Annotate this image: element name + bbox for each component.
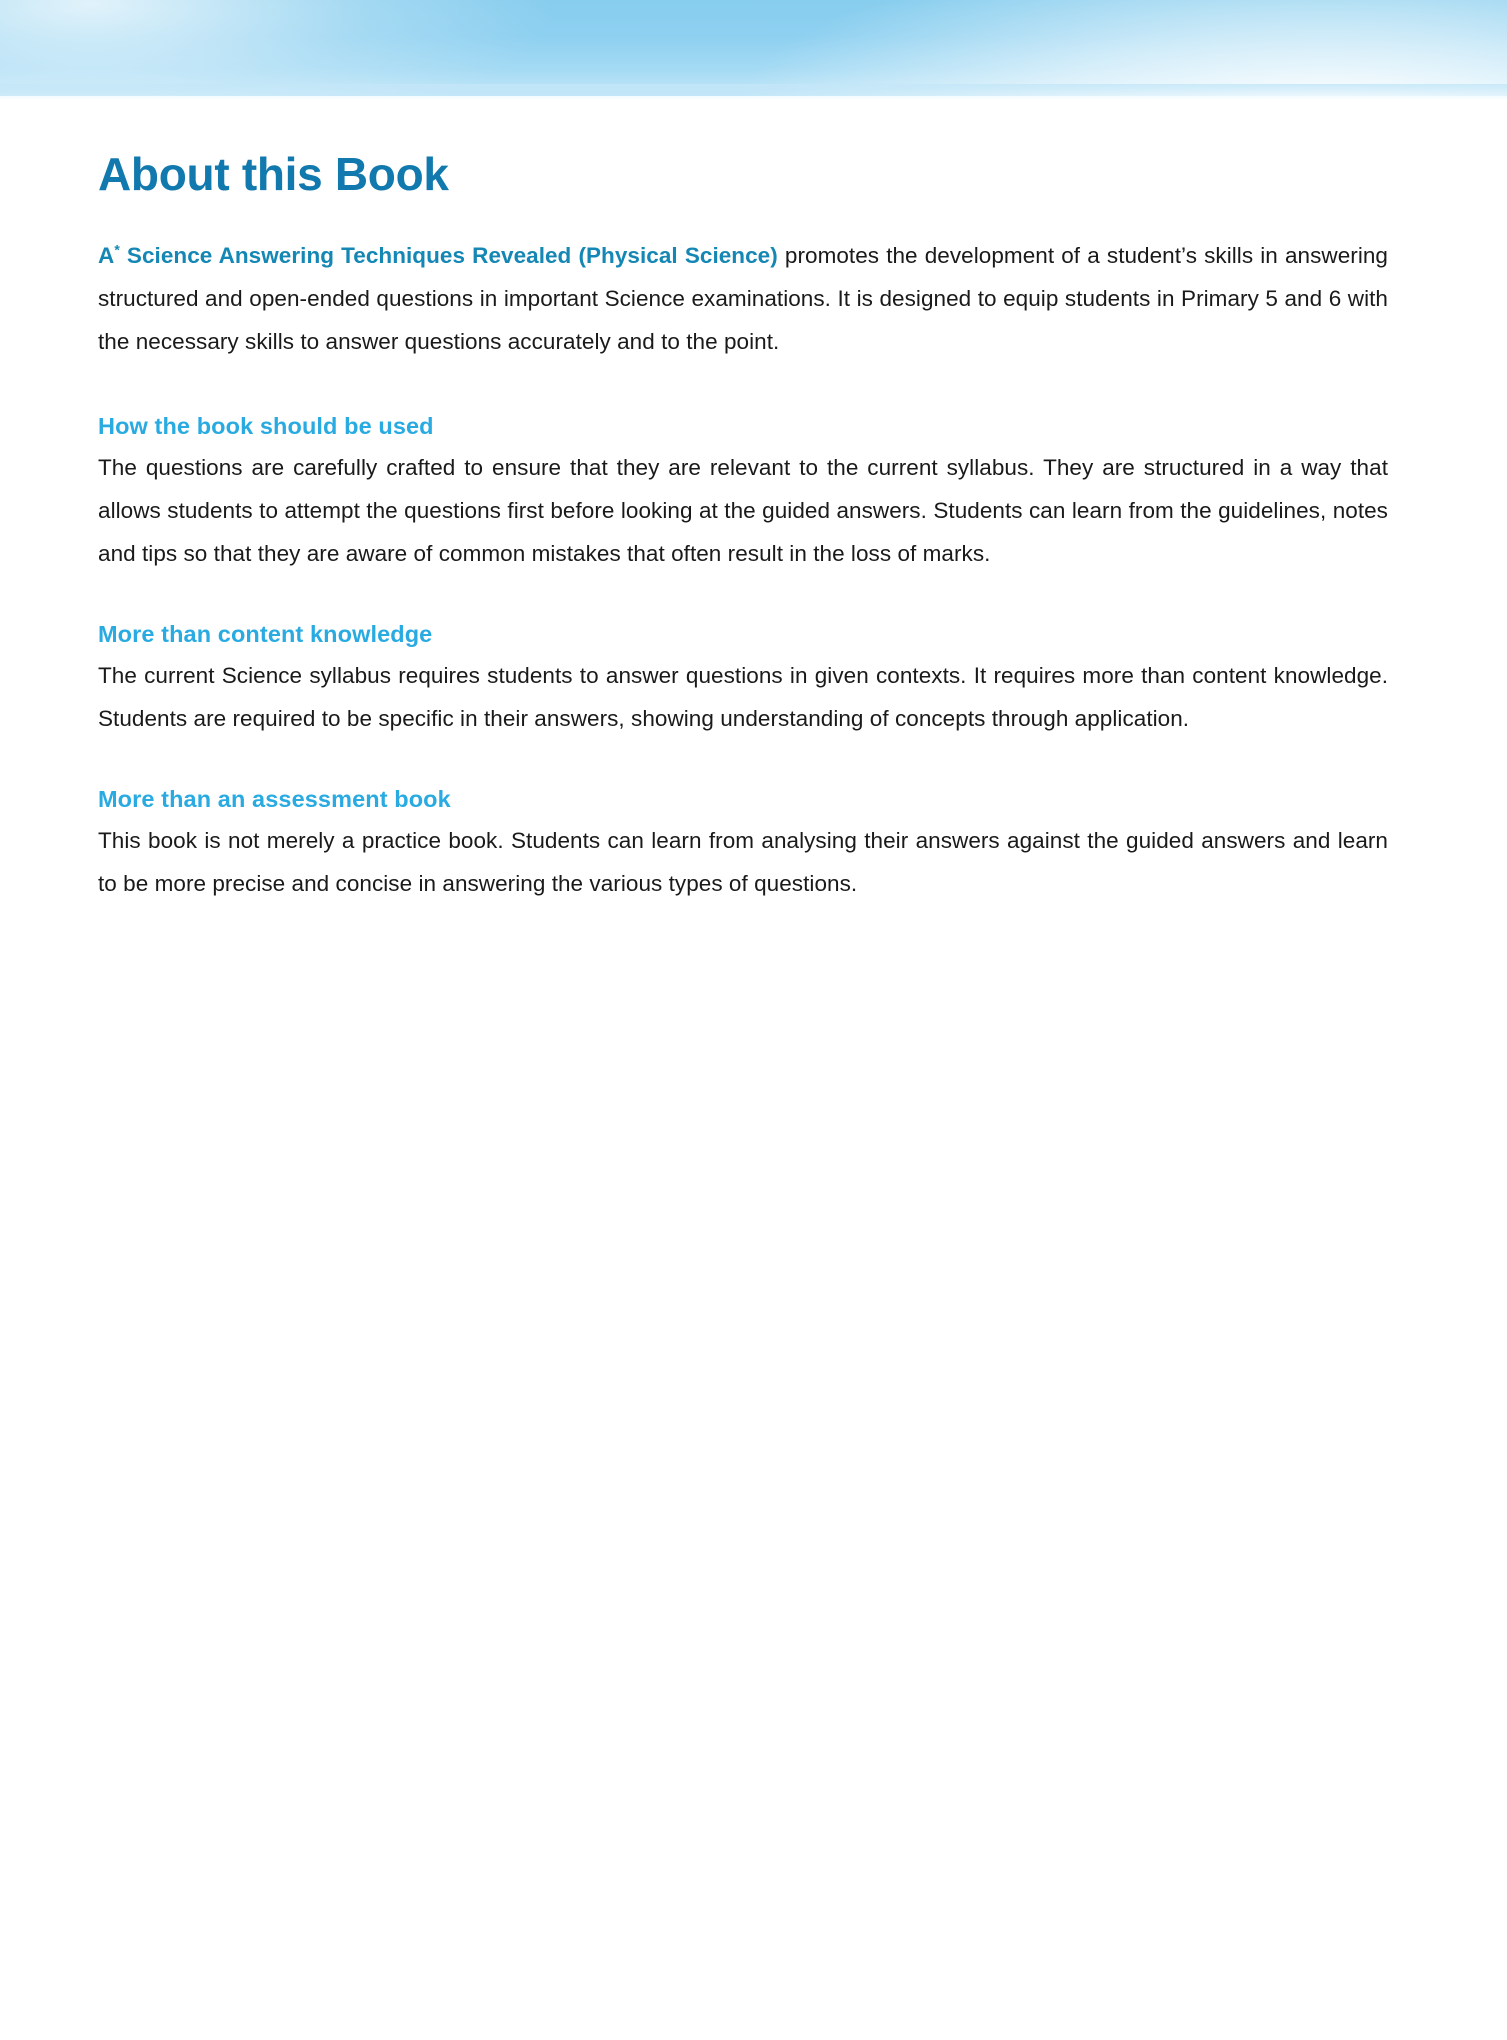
body-column bbox=[98, 234, 1388, 905]
content-column bbox=[98, 150, 1398, 905]
runin-asterisk: * bbox=[114, 241, 120, 258]
runin-letter: A bbox=[98, 243, 115, 269]
decorative-top-banner bbox=[0, 0, 1507, 96]
section-more-than-an-assessment-book bbox=[98, 782, 1388, 905]
intro-paragraph bbox=[98, 234, 1388, 363]
banner-fade-overlay bbox=[0, 84, 1507, 100]
page-title: About this Book bbox=[98, 148, 449, 200]
section-heading-how-the-book-should-be-used: How the book should be used bbox=[98, 413, 434, 440]
section-heading-more-than-content-knowledge: More than content knowledge bbox=[98, 621, 433, 648]
intro-run-in-title bbox=[98, 243, 778, 268]
intro-body-text: promotes the development of a student’s skills in answering structured and open-ended questions in important Science examinations. It is designed to equip students in Primary 5 and 6 with the necessary skills to answer questions accurately and to the point. bbox=[98, 243, 1388, 355]
section-body-more-than-an-assessment-book: This book is not merely a practice book. Students can learn from analysing their answers against the guided answers and learn to be more precise and concise in answering the various types of questions. bbox=[98, 828, 1388, 897]
section-more-than-content-knowledge bbox=[98, 617, 1388, 740]
section-heading-more-than-an-assessment-book: More than an assessment book bbox=[98, 786, 451, 813]
section-body-how-the-book-should-be-used: The questions are carefully crafted to ensure that they are relevant to the current syllabus. They are structured in a way that allows students to attempt the questions first before looking at the guided answers. Students can learn from the guidelines, notes and tips so that they are aware of common mistakes that often result in the loss of marks. bbox=[98, 455, 1388, 567]
section-how-the-book-should-be-used bbox=[98, 409, 1388, 575]
runin-rest: Science Answering Techniques Revealed (Physical Science) bbox=[119, 243, 778, 269]
section-body-more-than-content-knowledge: The current Science syllabus requires students to answer questions in given contexts. It requires more than content knowledge. Students are required to be specific in their answers, showing understanding of concepts through application. bbox=[98, 663, 1388, 732]
